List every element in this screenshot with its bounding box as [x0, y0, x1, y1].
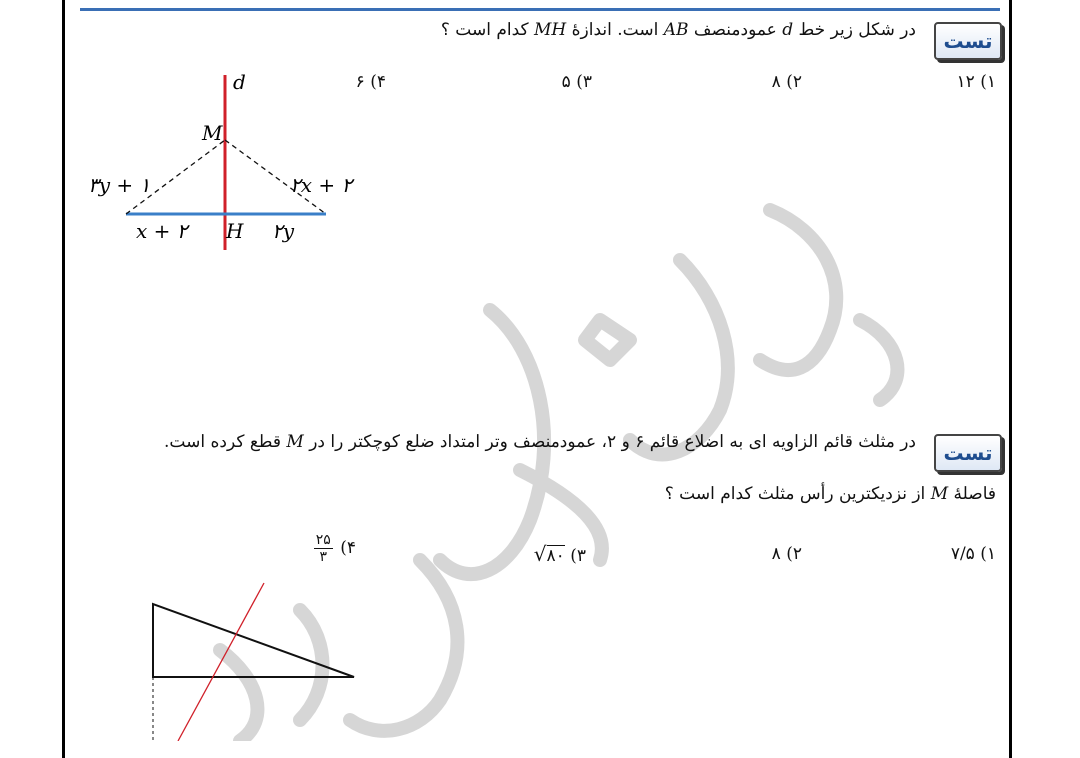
q2-option-3[interactable]: ۳) √۸۰ [533, 542, 586, 566]
q1-option-2[interactable]: ۲) ۸ [771, 72, 802, 92]
question-2-line-1: در مثلث قائم الزاویه ای به اضلاع قائم ۶ و ۲، عمودمنصف وتر امتداد ضلع کوچکتر را در M قطع کرده است. [164, 432, 916, 452]
q1-option-4[interactable]: ۴) ۶ [355, 72, 386, 92]
q1-option-1[interactable]: ۱) ۱۲ [956, 72, 996, 92]
q1-option-3[interactable]: ۳) ۵ [561, 72, 592, 92]
label-h: H [226, 219, 244, 243]
label-right-side: ۲x + ۲ [290, 173, 353, 197]
fraction-25-over-3: $\frac{۲۵}{۳}$ [315, 532, 331, 565]
label-right-base: ۲y [272, 219, 295, 243]
question-2-line-2: فاصلهٔ M از نزدیکترین رأس مثلث کدام است ؟ [664, 484, 996, 504]
test-badge-q2: تست [934, 434, 1002, 472]
label-m: M [202, 121, 223, 145]
hypotenuse-bisector-line [178, 583, 264, 741]
label-d: d [233, 70, 246, 94]
test-badge-q1: تست [934, 22, 1002, 60]
label-left-base: x + ۲ [136, 219, 188, 243]
q2-option-2[interactable]: ۲) ۸ [771, 544, 802, 564]
right-triangle [153, 604, 354, 677]
q2-option-1[interactable]: ۱) ۷/۵ [950, 544, 996, 564]
label-left-side: ۳y + ۱ [88, 173, 151, 197]
question-1-text: در شکل زیر خط d عمودمنصف AB است. اندازهٔ MH کدام است ؟ [440, 20, 916, 40]
q2-option-4[interactable]: ۴) $\frac{۲۵}{۳}$ [315, 532, 356, 565]
